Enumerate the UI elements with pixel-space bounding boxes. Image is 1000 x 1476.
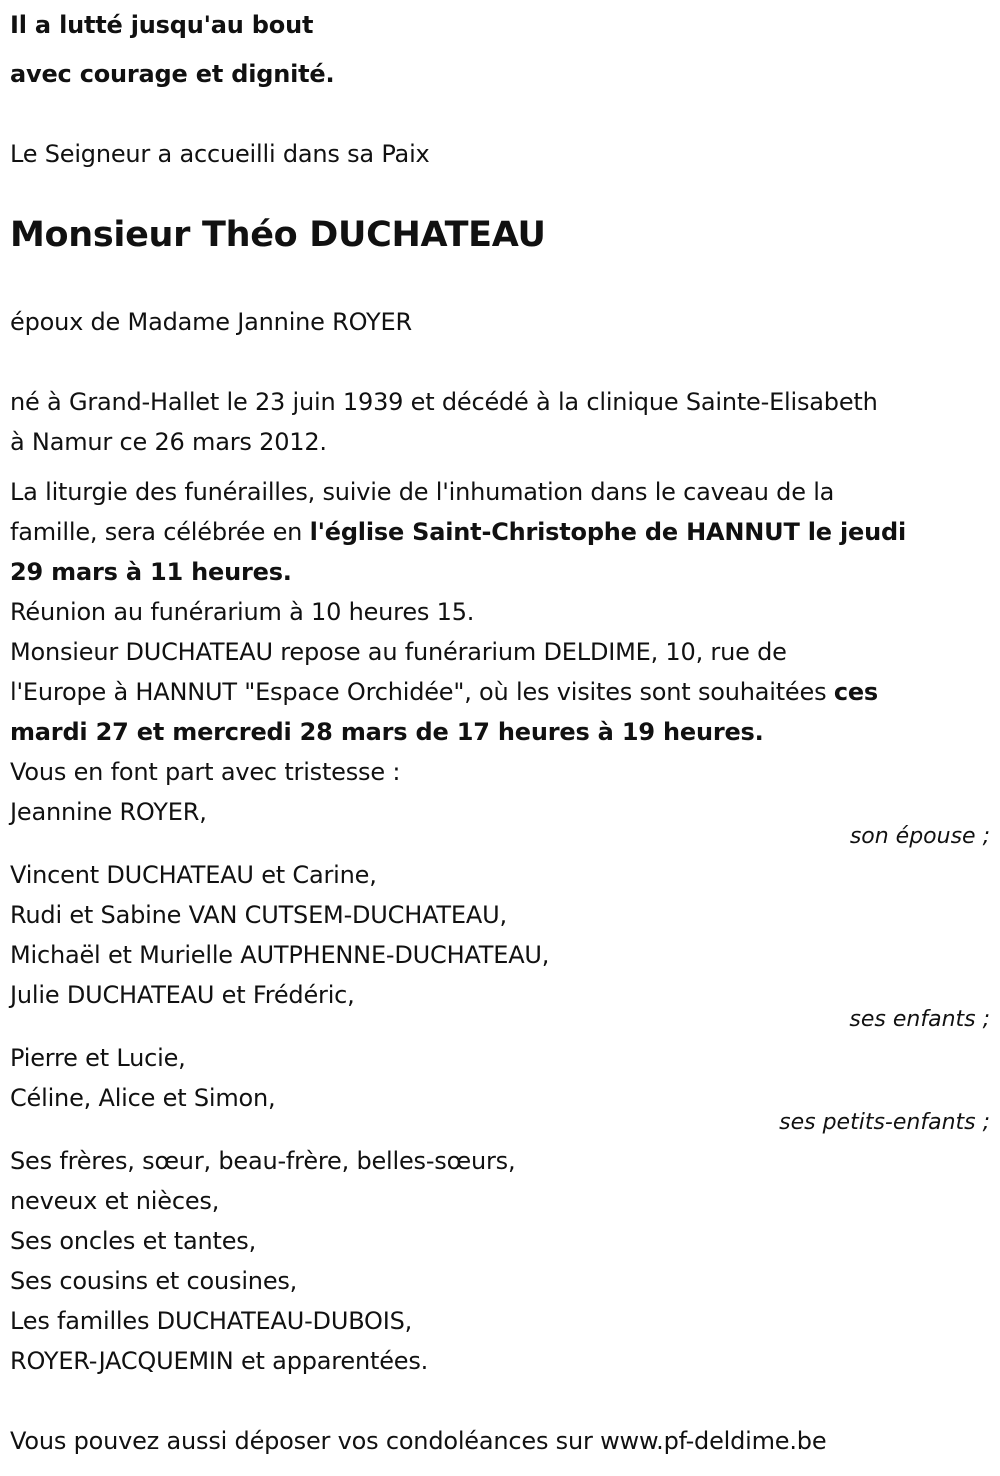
funeral-line-1: La liturgie des funérailles, suivie de l'inhumation dans le caveau de la	[10, 478, 835, 506]
condolences-line: Vous pouvez aussi déposer vos condoléances sur www.pf-deldime.be	[10, 1427, 827, 1455]
relation-spouse: son épouse ;	[849, 824, 990, 849]
birth-death-line-2: à Namur ce 26 mars 2012.	[10, 428, 327, 456]
intro-line: Le Seigneur a accueilli dans sa Paix	[10, 140, 430, 168]
family-spouse: Jeannine ROYER,	[10, 798, 207, 826]
epitaph-line-2: avec courage et dignité.	[10, 60, 335, 88]
repose-line-1: Monsieur DUCHATEAU repose au funérarium DELDIME, 10, rue de	[10, 638, 787, 666]
spouse-line: époux de Madame Jannine ROYER	[10, 308, 412, 336]
visits-lead: ces	[833, 678, 879, 706]
family-other: Les familles DUCHATEAU-DUBOIS,	[10, 1307, 413, 1335]
funeral-line-2-normal: famille, sera célébrée en	[10, 518, 310, 546]
birth-death-line-1: né à Grand-Hallet le 23 juin 1939 et décédé à la clinique Sainte-Elisabeth	[10, 388, 878, 416]
family-child: Rudi et Sabine VAN CUTSEM-DUCHATEAU,	[10, 901, 507, 929]
family-grandchild: Céline, Alice et Simon,	[10, 1084, 276, 1112]
funeral-datetime: 29 mars à 11 heures.	[10, 558, 292, 586]
family-other: neveux et nièces,	[10, 1187, 220, 1215]
meeting-line: Réunion au funérarium à 10 heures 15.	[10, 598, 475, 626]
funeral-line-2	[10, 517, 906, 547]
family-other: Ses cousins et cousines,	[10, 1267, 298, 1295]
family-other: Ses oncles et tantes,	[10, 1227, 257, 1255]
relation-children: ses enfants ;	[849, 1007, 990, 1032]
repose-line-2-normal: l'Europe à HANNUT "Espace Orchidée", où les visites sont souhaitées	[10, 678, 834, 706]
family-grandchild: Pierre et Lucie,	[10, 1044, 186, 1072]
announcement-line: Vous en font part avec tristesse :	[10, 758, 401, 786]
family-child: Vincent DUCHATEAU et Carine,	[10, 861, 377, 889]
epitaph-line-1: Il a lutté jusqu'au bout	[10, 11, 314, 39]
visits-datetime: mardi 27 et mercredi 28 mars de 17 heures à 19 heures.	[10, 718, 764, 746]
relation-grandchildren: ses petits-enfants ;	[779, 1110, 990, 1135]
deceased-name: Monsieur Théo DUCHATEAU	[10, 215, 546, 255]
repose-line-2	[10, 677, 878, 707]
family-child: Julie DUCHATEAU et Frédéric,	[10, 981, 355, 1009]
family-other: Ses frères, sœur, beau-frère, belles-sœurs,	[10, 1147, 516, 1175]
funeral-location: l'église Saint-Christophe de HANNUT le jeudi	[309, 518, 907, 546]
family-other: ROYER-JACQUEMIN et apparentées.	[10, 1347, 429, 1375]
family-child: Michaël et Murielle AUTPHENNE-DUCHATEAU,	[10, 941, 550, 969]
